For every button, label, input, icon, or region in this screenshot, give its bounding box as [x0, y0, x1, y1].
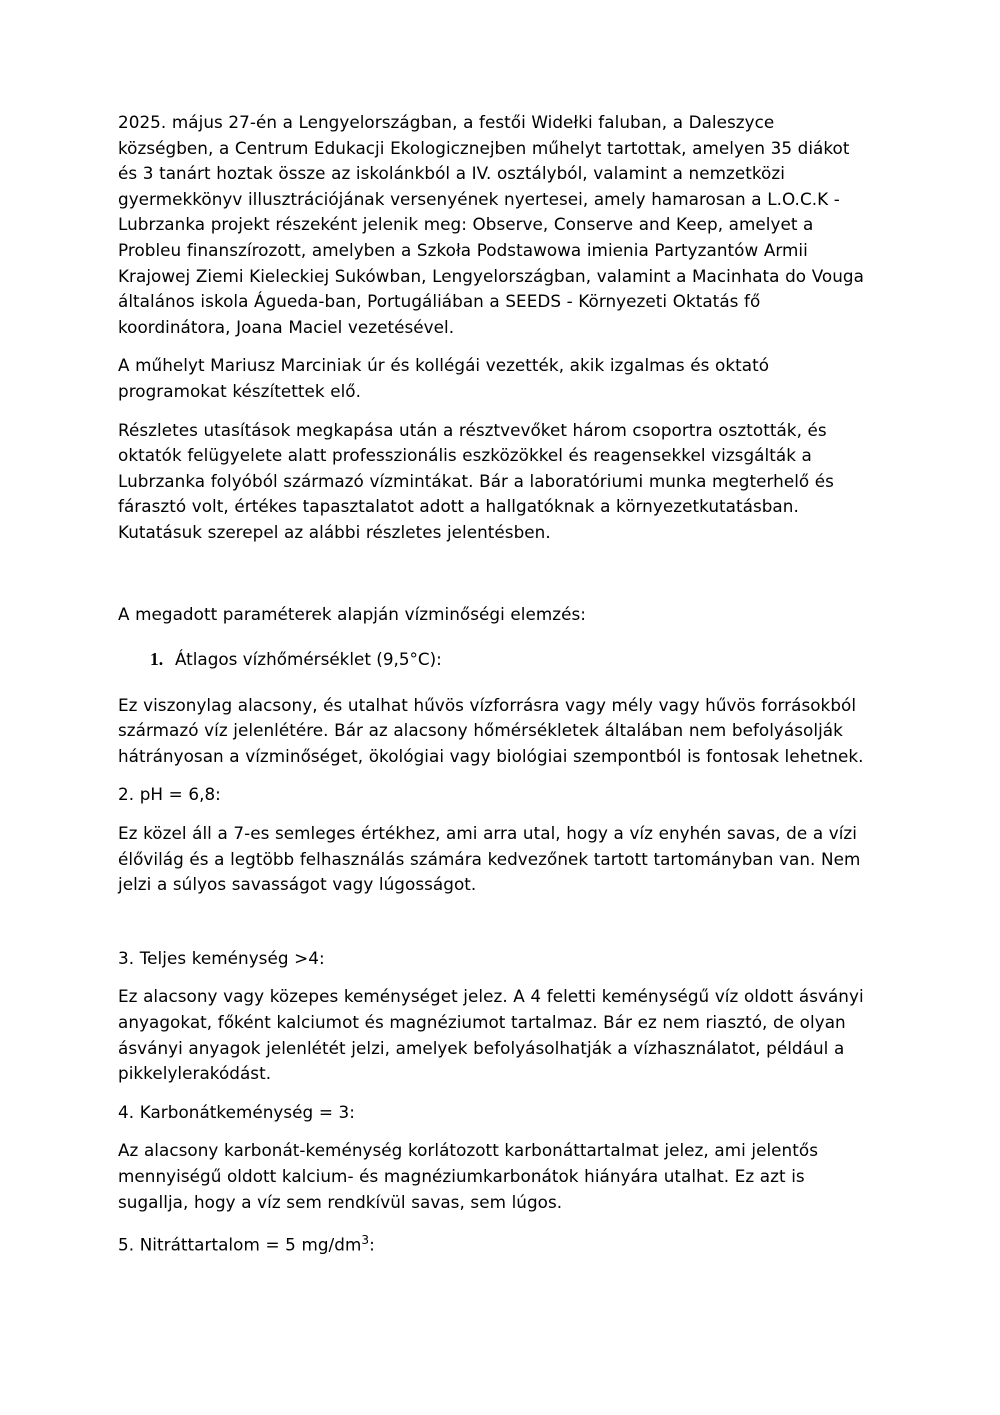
item-2-heading: 2. pH = 6,8: [118, 784, 221, 805]
document-body [118, 110, 872, 1258]
list-item-marker: 1. [150, 649, 164, 670]
paragraph-spacer [118, 808, 872, 821]
groups-paragraph: Részletes utasítások megkapása után a résztvevőket három csoportra osztották, és oktatók felügyelete alatt professzionális eszközökkel és reagensekkel vizsgálták a Lubrzanka folyóból származó vízmintákat. Bár a laboratóriumi munka megterhelő és fárasztó volt, értékes tapasztalatot adott a hallgatóknak a környezetkutatásban. Kutatásuk szerepel az alábbi részletes jelentésben. [118, 419, 834, 542]
item-2-body: Ez közel áll a 7-es semleges értékhez, ami arra utal, hogy a víz enyhén savas, de a vízi élővilág és a legtöbb felhasználás számára kedvezőnek tartott tartományban van. Nem jelzi a súlyos savasságot vagy lúgosságot. [118, 823, 861, 895]
paragraph-spacer [118, 1125, 872, 1138]
item-4-body: Az alacsony karbonát-keménység korlátozott karbonáttartalmat jelez, ami jelentős mennyiségű oldott kalcium- és magnéziumkarbonátok hiányára utalhat. Ez azt is sugallja, hogy a víz sem rendkívül savas, sem lúgos. [118, 1140, 818, 1212]
item-5-heading-text: 5. Nitráttartalom = 5 mg/dm [118, 1234, 362, 1255]
item-4-heading: 4. Karbonátkeménység = 3: [118, 1101, 355, 1122]
list-item-label: Átlagos vízhőmérséklet (9,5°C): [175, 649, 442, 670]
list-item [118, 647, 872, 673]
item-3-heading: 3. Teljes keménység >4: [118, 947, 325, 968]
item-1-body: Ez viszonylag alacsony, és utalhat hűvös vízforrásra vagy mély vagy hűvös forrásokból származó víz jelenlétére. Bár az alacsony hőmérsékletek általában nem befolyásolják hátrányosan a vízminőséget, ökológiai vagy biológiai szempontból is fontosak lehetnek. [118, 694, 864, 766]
intro-paragraph: 2025. május 27-én a Lengyelországban, a festői Widełki faluban, a Daleszyce községben, a Centrum Edukacji Ekologicznejben műhelyt tartottak, amelyen 35 diákot és 3 tanárt hoztak össze az iskolánkból a IV. osztályból, valamint a nemzetközi gyermekkönyv illusztrációjának versenyének nyertesei, amely hamarosan a L.O.C.K - Lubrzanka projekt részeként jelenik meg: Observe, Conserve and Keep, amelyet a Probleu finanszírozott, amelyben a Szkoła Podstawowa imienia Partyzantów Armii Krajowej Ziemi Kieleckiej Sukówban, Lengyelországban, valamint a Macinhata do Vouga általános iskola Águeda-ban, Portugáliában a SEEDS - Környezeti Oktatás fő koordinátora, Joana Maciel vezetésével. [118, 112, 864, 337]
paragraph-spacer [118, 340, 872, 353]
item-5-heading [118, 1228, 872, 1258]
analysis-heading: A megadott paraméterek alapján vízminőségi elemzés: [118, 603, 586, 624]
paragraph-spacer [118, 971, 872, 984]
paragraph-spacer [118, 673, 872, 693]
paragraph-spacer [118, 1215, 872, 1228]
paragraph-spacer [118, 627, 872, 647]
paragraph-spacer [118, 405, 872, 418]
item-5-heading-suffix: : [369, 1234, 375, 1255]
item-5-heading-superscript: 3 [361, 1233, 370, 1248]
item-3-body: Ez alacsony vagy közepes keménységet jelez. A 4 feletti keménységű víz oldott ásványi anyagokat, főként kalciumot és magnéziumot tartalmaz. Bár ez nem riasztó, de olyan ásványi anyagok jelenlétét jelzi, amelyek befolyásolhatják a vízhasználatot, például a pikkelylerakódást. [118, 986, 864, 1084]
parameter-list [118, 647, 872, 673]
section-spacer [118, 898, 872, 946]
section-spacer [118, 546, 872, 602]
paragraph-spacer [118, 1087, 872, 1100]
workshop-leaders-paragraph: A műhelyt Mariusz Marciniak úr és kollégái vezették, akik izgalmas és oktató programokat készítettek elő. [118, 355, 770, 401]
paragraph-spacer [118, 769, 872, 782]
